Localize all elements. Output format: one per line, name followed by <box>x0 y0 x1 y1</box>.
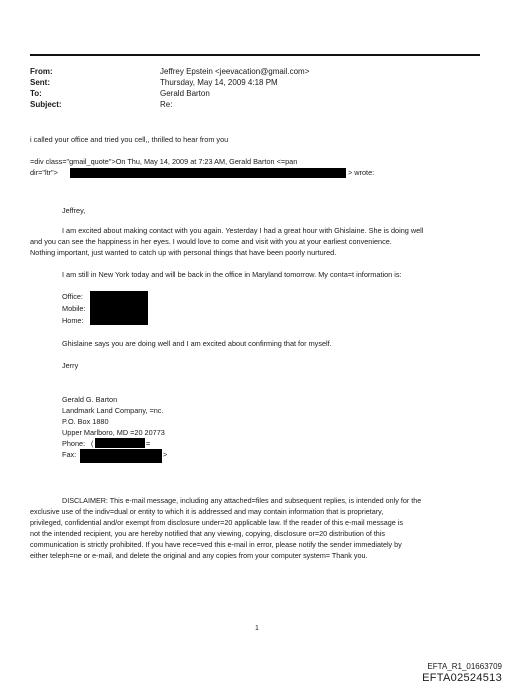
quote-line-2 <box>30 168 58 179</box>
id-large: EFTA02524513 <box>422 672 502 684</box>
redaction-phone <box>95 438 145 448</box>
to-label: To: <box>30 89 42 98</box>
para2: I am still in New York today and will be back in the office in Maryland tomorrow. My conta=t information is: <box>62 270 402 279</box>
id-small: EFTA_R1_01663709 <box>427 662 502 671</box>
from-value: Jeffrey Epstein <jeevacation@gmail.com> <box>160 67 310 76</box>
subject-value: Re: <box>160 100 173 109</box>
sent-value: Thursday, May 14, 2009 4:18 PM <box>160 78 278 87</box>
sig-phone-tail: = <box>146 439 151 448</box>
sig-city: Upper Marlboro, MD =20 20773 <box>62 428 165 437</box>
from-label: From: <box>30 67 53 76</box>
greeting: Jeffrey, <box>62 206 86 215</box>
to-row <box>30 88 309 99</box>
quote-line-2-prefix: dir="ltr"> <box>30 168 58 177</box>
disclaimer-line: not the intended recipient, you are hereby notified that any viewing, copying, disclosure or=20 distribution of this <box>30 529 385 538</box>
subject-label: Subject: <box>30 100 62 109</box>
quote-line-1: =div class="gmail_quote">On Thu, May 14, 2009 at 7:23 AM, Gerald Barton <=pan <box>30 157 298 166</box>
disclaimer <box>30 495 482 561</box>
header-rule <box>30 54 480 56</box>
mobile-label: Mobile: <box>62 304 86 313</box>
sig-phone-label: Phone: <box>62 439 86 448</box>
sig-pobox: P.O. Box 1880 <box>62 417 109 426</box>
page-number: 1 <box>255 625 259 632</box>
sig-company: Landmark Land Company, =nc. <box>62 406 164 415</box>
subject-row <box>30 99 309 110</box>
para3: Ghislaine says you are doing well and I am excited about confirming that for myself. <box>62 339 332 348</box>
para1-line-2: and you can see the happiness in her eyes. I would love to come and visit with you at your earliest convenience. <box>30 237 392 246</box>
disclaimer-line: DISCLAIMER: This e-mail message, including any attached=files and subsequent replies, is intended only for the <box>62 496 422 505</box>
document-ids <box>422 662 502 685</box>
disclaimer-line: communication is strictly prohibited. If you have rece=ved this e-mail in error, please notify the sender immediately by <box>30 540 402 549</box>
sig-fax-tail: > <box>163 450 168 459</box>
sig-name: Gerald G. Barton <box>62 395 118 404</box>
para1-line-3: Nothing important, just wanted to catch up with personal things that have been poorly nurtured. <box>30 248 337 257</box>
sig-phone-open: ( <box>91 439 94 448</box>
sign-off: Jerry <box>62 361 79 370</box>
office-label: Office: <box>62 292 83 301</box>
redaction-email <box>70 168 346 178</box>
redaction-contact <box>90 291 148 325</box>
sig-fax-label: Fax: <box>62 450 77 459</box>
from-row <box>30 66 309 77</box>
disclaimer-line: privileged, confidential and/or exempt from disclosure under=20 applicable law. If the reader of this e-mail message is <box>30 518 403 527</box>
sent-row <box>30 77 309 88</box>
sent-label: Sent: <box>30 78 50 87</box>
reply-text: i called your office and tried you cell,, thrilled to hear from you <box>30 135 229 144</box>
to-value: Gerald Barton <box>160 89 210 98</box>
para1-line-1: I am excited about making contact with you again. Yesterday I had a great hour with Ghislaine. She is doing well <box>62 226 424 235</box>
redaction-fax <box>80 449 162 463</box>
quote-line-2-suffix: > wrote: <box>348 168 375 177</box>
disclaimer-line: exclusive use of the indiv=dual or entity to which it is addressed and may contain information that is proprietary, <box>30 507 384 516</box>
email-header <box>30 66 309 110</box>
disclaimer-line: either teleph=ne or e-mail, and delete the original and any copies from your computer system= Thank you. <box>30 551 368 560</box>
home-label: Home: <box>62 316 84 325</box>
